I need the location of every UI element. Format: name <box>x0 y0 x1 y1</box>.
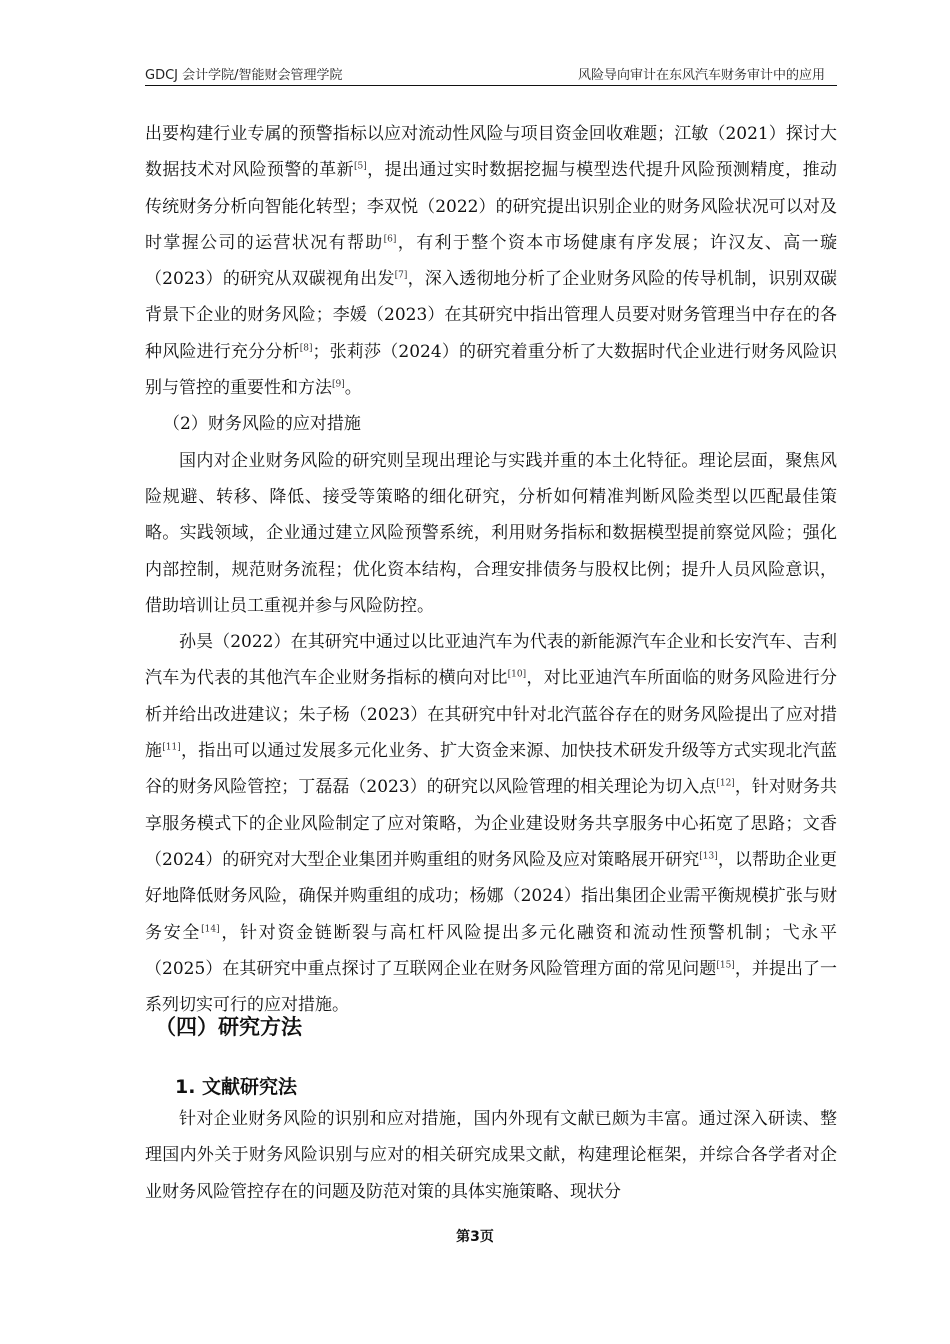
citation: [14] <box>201 923 220 934</box>
citation: [9] <box>332 379 345 390</box>
citation: [11] <box>162 742 181 753</box>
paragraph-risk-identification: 出要构建行业专属的预警指标以应对流动性风险与项目资金回收难题；江敏（2021）探讨大数据技术对风险预警的革新[5]，提出通过实时数据挖掘与模型迭代提升风险预测精度，推动传统财务分析向智能化转型；李双悦（2022）的研究提出识别企业的财务风险状况可以对及时掌握公司的运营状况有帮助[6]，有利于整个资本市场健康有序发展；许汉友、高一璇（2023）的研究从双碳视角出发[7]，深入透彻地分析了企业财务风险的传导机制，识别双碳背景下企业的财务风险；李媛（2023）在其研究中指出管理人员要对财务管理当中存在的各种风险进行充分分析[8]；张莉莎（2024）的研究着重分析了大数据时代企业进行财务风险识别与管控的重要性和方法[9]。 <box>145 124 838 399</box>
paragraph-literature-method: 针对企业财务风险的识别和应对措施，国内外现有文献已颇为丰富。通过深入研读、整理国内外关于财务风险识别与应对的相关研究成果文献，构建理论框架，并综合各学者对企业财务风险管控存在的问题及防范对策的具体实施策略、现状分 <box>145 1109 837 1202</box>
header-rule <box>145 85 837 86</box>
citation: [5] <box>354 161 367 172</box>
citation: [13] <box>699 851 718 862</box>
page-number: 第3页 <box>456 1229 494 1245</box>
citation: [12] <box>716 778 735 789</box>
citation: [7] <box>394 270 408 281</box>
method-heading-literature: 1. 文献研究法 <box>175 1076 298 1098</box>
body-text <box>145 116 837 1023</box>
citation: [6] <box>383 234 397 245</box>
header-left: GDCJ 会计学院/智能财会管理学院 <box>145 68 343 83</box>
header-right: 风险导向审计在东风汽车财务审计中的应用 <box>577 68 825 83</box>
subheading-countermeasures: （2）财务风险的应对措施 <box>163 414 361 435</box>
citation: [10] <box>507 669 527 680</box>
section-heading-research-methods: （四）研究方法 <box>155 1015 302 1039</box>
citation: [8] <box>299 343 313 354</box>
paragraph-literature-review: 孙昊（2022）在其研究中通过以比亚迪汽车为代表的新能源汽车企业和长安汽车、吉利汽车为代表的其他汽车企业财务指标的横向对比[10]，对比亚迪汽车所面临的财务风险进行分析并给出改进建议；朱子杨（2023）在其研究中针对北汽蓝谷存在的财务风险提出了应对措施[11]，指出可以通过发展多元化业务、扩大资金来源、加快技术研发升级等方式实现北汽蓝谷的财务风险管控；丁磊磊（2023）的研究以风险管理的相关理论为切入点[12]，针对财务共享服务模式下的企业风险制定了应对策略，为企业建设财务共享服务中心拓宽了思路；文香（2024）的研究对大型企业集团并购重组的财务风险及应对策略展开研究[13]，以帮助企业更好地降低财务风险，确保并购重组的成功；杨娜（2024）指出集团企业需平衡规模扩张与财务安全[14]，针对资金链断裂与高杠杆风险提出多元化融资和流动性预警机制；弋永平（2025）在其研究中重点探讨了互联网企业在财务风险管理方面的常见问题[15]，并提出了一系列切实可行的应对措施。 <box>145 632 838 1016</box>
paragraph-domestic-research: 国内对企业财务风险的研究则呈现出理论与实践并重的本土化特征。理论层面，聚焦风险规避、转移、降低、接受等策略的细化研究，分析如何精准判断风险类型以匹配最佳策略。实践领域，企业通过建立风险预警系统，利用财务指标和数据模型提前察觉风险；强化内部控制，规范财务流程；优化资本结构，合理安排债务与股权比例；提升人员风险意识，借助培训让员工重视并参与风险防控。 <box>145 450 837 616</box>
body-text-methods <box>145 1101 837 1210</box>
page-header <box>145 64 837 86</box>
citation: [15] <box>716 960 735 971</box>
